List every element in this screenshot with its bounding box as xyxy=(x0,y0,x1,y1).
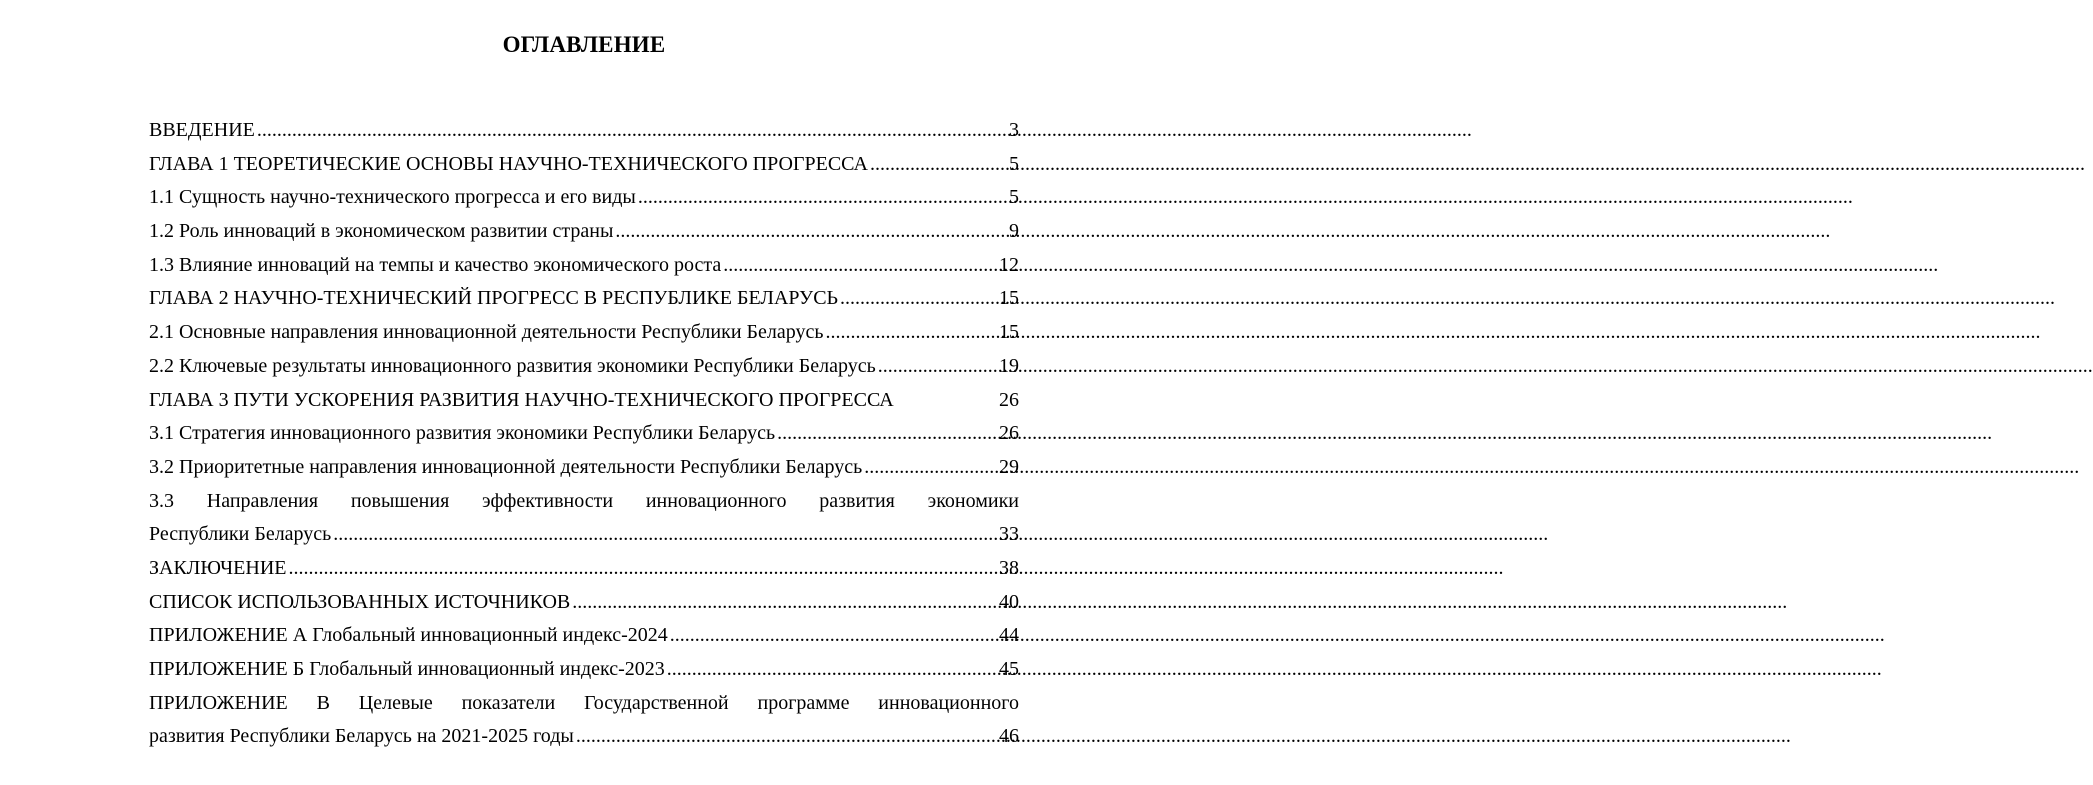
toc-entry-text: ПРИЛОЖЕНИЕ А Глобальный инновационный индекс-2024 xyxy=(149,624,668,647)
toc-entry-section-3-1[interactable] xyxy=(149,417,1019,451)
toc-entry-text: 2.2 Ключевые результаты инновационного развития экономики Республики Беларусь xyxy=(149,354,876,377)
toc-dot-leader xyxy=(257,114,1007,148)
toc-dot-leader xyxy=(840,282,997,316)
toc-page-number: 3 xyxy=(1009,119,1019,141)
toc-entry-text: 3.3 Направления повышения эффективности инновационного развития экономики xyxy=(149,489,1019,512)
toc-page-number: 15 xyxy=(999,321,1019,344)
toc-entry-text: 3.1 Стратегия инновационного развития экономики Республики Беларусь xyxy=(149,422,776,445)
toc-page-number: 44 xyxy=(999,624,1019,647)
toc-page-number: 9 xyxy=(1009,220,1019,243)
toc-entry-text: ЗАКЛЮЧЕНИЕ xyxy=(149,556,287,579)
toc-entry-text: 1.3 Влияние инноваций на темпы и качество экономического роста xyxy=(149,253,722,276)
toc-page-number: 33 xyxy=(999,523,1019,546)
toc-dot-leader xyxy=(638,181,1007,215)
toc-page-number: 12 xyxy=(999,253,1019,276)
toc-entry-references[interactable] xyxy=(149,586,1019,620)
toc-entry-appendix-a[interactable] xyxy=(149,619,1019,653)
toc-dot-leader xyxy=(333,518,997,552)
toc-entry-section-3-3-line-1[interactable] xyxy=(149,485,1019,519)
toc-page-number: 46 xyxy=(999,725,1019,748)
toc-entry-chapter-3[interactable] xyxy=(149,384,1019,418)
toc-entry-text: 1.1 Сущность научно-технического прогресса и его виды xyxy=(149,186,636,209)
toc-entry-section-1-1[interactable] xyxy=(149,181,1019,215)
toc-page-number: 19 xyxy=(999,354,1019,377)
toc-entry-text: 3.2 Приоритетные направления инновационной деятельности Республики Беларусь xyxy=(149,455,863,478)
toc-page-number: 26 xyxy=(999,422,1019,445)
toc-entry-text: ГЛАВА 2 НАУЧНО-ТЕХНИЧЕСКИЙ ПРОГРЕСС В РЕСПУБЛИКЕ БЕЛАРУСЬ xyxy=(149,287,839,310)
toc-dot-leader xyxy=(288,552,997,586)
toc-page-number: 5 xyxy=(1009,186,1019,209)
page-title: ОГЛАВЛЕНИЕ xyxy=(502,32,666,57)
toc-entry-appendix-v-line-2[interactable] xyxy=(149,720,1019,754)
toc-entry-text: развития Республики Беларусь на 2021-2025 годы xyxy=(149,725,574,748)
toc-entry-appendix-v-line-1[interactable] xyxy=(149,687,1019,721)
toc-entry-text: СПИСОК ИСПОЛЬЗОВАННЫХ ИСТОЧНИКОВ xyxy=(149,590,571,613)
toc-entry-introduction[interactable] xyxy=(149,114,1019,148)
toc-entry-text: 2.1 Основные направления инновационной деятельности Республики Беларусь xyxy=(149,321,824,344)
toc-entry-section-2-2[interactable] xyxy=(149,350,1019,384)
table-of-contents xyxy=(149,114,1019,754)
toc-entry-section-3-3-line-2[interactable] xyxy=(149,518,1019,552)
toc-dot-leader xyxy=(615,215,1007,249)
toc-dot-leader xyxy=(870,148,1007,182)
toc-dot-leader xyxy=(878,350,997,384)
toc-entry-text: Республики Беларусь xyxy=(149,523,332,546)
toc-entry-appendix-b[interactable] xyxy=(149,653,1019,687)
toc-entry-text: ГЛАВА 3 ПУТИ УСКОРЕНИЯ РАЗВИТИЯ НАУЧНО-ТЕХНИЧЕСКОГО ПРОГРЕССА xyxy=(149,388,894,411)
toc-dot-leader xyxy=(777,417,997,451)
toc-dot-leader xyxy=(667,653,997,687)
toc-page-number: 45 xyxy=(999,658,1019,680)
toc-entry-text: ГЛАВА 1 ТЕОРЕТИЧЕСКИЕ ОСНОВЫ НАУЧНО-ТЕХНИЧЕСКОГО ПРОГРЕССА xyxy=(149,152,868,175)
toc-page-number: 29 xyxy=(999,455,1019,478)
toc-entry-chapter-2[interactable] xyxy=(149,282,1019,316)
toc-dot-leader xyxy=(864,451,997,485)
toc-page-number: 40 xyxy=(999,590,1019,613)
toc-entry-text: ПРИЛОЖЕНИЕ В Целевые показатели Государственной программе инновационного xyxy=(149,691,1019,714)
toc-page-number: 5 xyxy=(1009,152,1019,175)
toc-page-number: 26 xyxy=(999,388,1019,411)
toc-dot-leader xyxy=(670,619,997,653)
toc-page-number: 38 xyxy=(999,556,1019,579)
toc-entry-text: 1.2 Роль инноваций в экономическом развитии страны xyxy=(149,220,614,243)
toc-dot-leader xyxy=(576,720,997,754)
toc-entry-text: ВВЕДЕНИЕ xyxy=(149,119,255,141)
toc-entry-section-2-1[interactable] xyxy=(149,316,1019,350)
toc-entry-section-3-2[interactable] xyxy=(149,451,1019,485)
toc-dot-leader xyxy=(723,249,997,283)
toc-entry-section-1-2[interactable] xyxy=(149,215,1019,249)
toc-entry-chapter-1[interactable] xyxy=(149,148,1019,182)
toc-page-number: 15 xyxy=(999,287,1019,310)
toc-entry-text: ПРИЛОЖЕНИЕ Б Глобальный инновационный индекс-2023 xyxy=(149,658,665,680)
toc-entry-conclusion[interactable] xyxy=(149,552,1019,586)
toc-entry-section-1-3[interactable] xyxy=(149,249,1019,283)
toc-dot-leader xyxy=(825,316,997,350)
toc-dot-leader xyxy=(572,586,997,620)
